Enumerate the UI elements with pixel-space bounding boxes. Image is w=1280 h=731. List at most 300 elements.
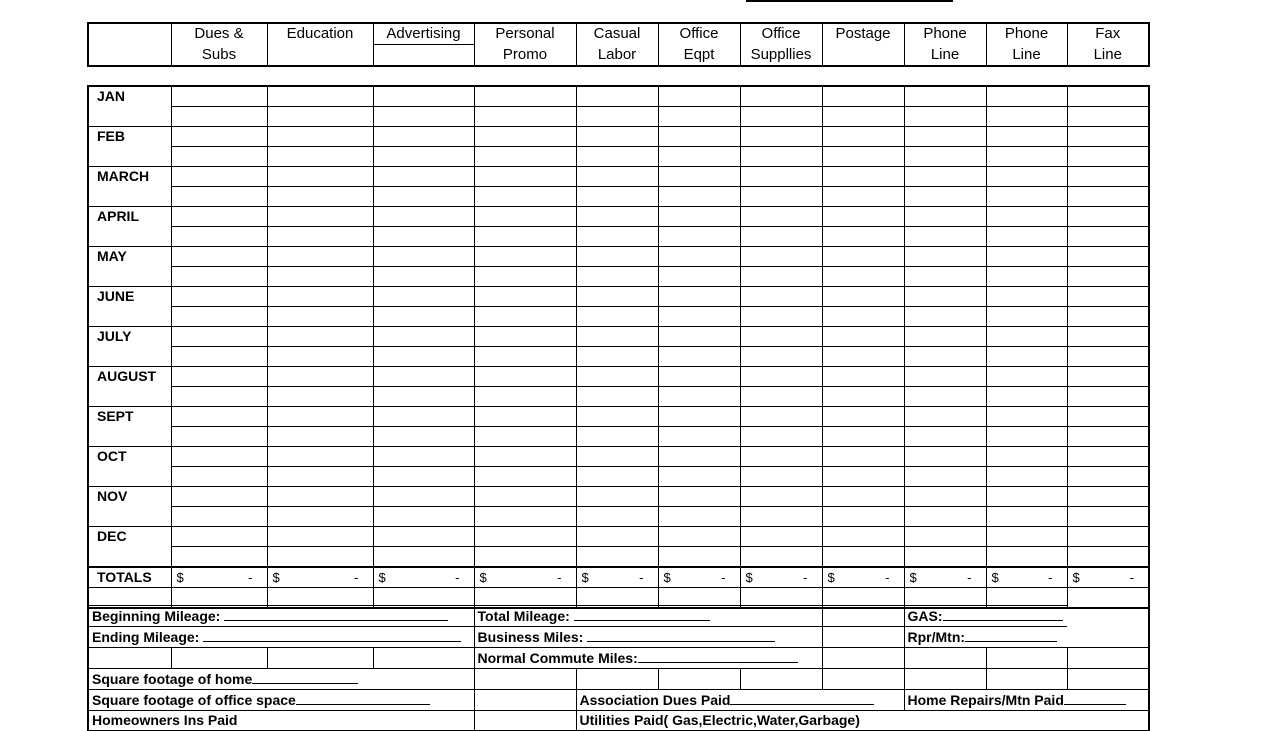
expense-cell[interactable] <box>576 367 658 387</box>
expense-cell[interactable] <box>1067 407 1149 427</box>
expense-cell[interactable] <box>373 367 474 387</box>
expense-cell[interactable] <box>904 427 986 447</box>
expense-cell[interactable] <box>740 407 822 427</box>
expense-cell[interactable] <box>171 527 267 547</box>
expense-cell[interactable] <box>267 507 373 527</box>
expense-cell[interactable] <box>986 327 1067 347</box>
expense-cell[interactable] <box>576 207 658 227</box>
expense-cell[interactable] <box>267 447 373 467</box>
expense-cell[interactable] <box>373 467 474 487</box>
expense-cell[interactable] <box>171 86 267 107</box>
expense-cell[interactable] <box>904 347 986 367</box>
total-value: - <box>803 570 808 585</box>
expense-cell[interactable] <box>576 127 658 147</box>
expense-cell[interactable] <box>904 527 986 547</box>
expense-cell[interactable] <box>474 247 576 267</box>
expense-cell[interactable] <box>474 167 576 187</box>
expense-cell[interactable] <box>904 107 986 127</box>
expense-cell[interactable] <box>474 327 576 347</box>
expense-cell[interactable] <box>171 327 267 347</box>
expense-cell[interactable] <box>986 147 1067 167</box>
expense-cell[interactable] <box>171 167 267 187</box>
expense-cell[interactable] <box>904 547 986 568</box>
expense-cell[interactable] <box>267 227 373 247</box>
expense-cell[interactable] <box>986 387 1067 407</box>
expense-cell[interactable] <box>171 347 267 367</box>
expense-cell[interactable] <box>986 187 1067 207</box>
expense-cell[interactable] <box>171 207 267 227</box>
expense-cell[interactable] <box>904 327 986 347</box>
expense-cell[interactable] <box>822 247 904 267</box>
expense-cell[interactable] <box>171 447 267 467</box>
expense-cell[interactable] <box>1067 427 1149 447</box>
expense-cell[interactable] <box>986 527 1067 547</box>
expense-cell[interactable] <box>576 247 658 267</box>
expense-cell[interactable] <box>740 147 822 167</box>
expense-cell[interactable] <box>373 86 474 107</box>
month-label-spacer <box>88 547 171 568</box>
expense-cell[interactable] <box>373 107 474 127</box>
expense-cell[interactable] <box>474 467 576 487</box>
total-mileage-field[interactable] <box>474 606 822 627</box>
expense-cell[interactable] <box>474 447 576 467</box>
expense-cell[interactable] <box>822 427 904 447</box>
expense-cell[interactable] <box>822 527 904 547</box>
expense-cell[interactable] <box>740 187 822 207</box>
expense-cell[interactable] <box>373 547 474 568</box>
expense-cell[interactable] <box>171 367 267 387</box>
expense-cell[interactable] <box>1067 107 1149 127</box>
expense-cell[interactable] <box>658 547 740 568</box>
expense-cell[interactable] <box>1067 227 1149 247</box>
expense-cell[interactable] <box>267 407 373 427</box>
expense-cell[interactable] <box>904 147 986 167</box>
ending-mileage-field[interactable] <box>88 627 474 648</box>
expense-cell[interactable] <box>904 267 986 287</box>
expense-cell[interactable] <box>1067 507 1149 527</box>
expense-cell[interactable] <box>1067 247 1149 267</box>
expense-cell[interactable] <box>658 287 740 307</box>
blank-cell <box>904 669 986 690</box>
expense-cell[interactable] <box>822 227 904 247</box>
blank-cell <box>267 648 373 669</box>
expense-cell[interactable] <box>822 207 904 227</box>
expense-cell[interactable] <box>576 467 658 487</box>
expense-cell[interactable] <box>1067 387 1149 407</box>
expense-cell[interactable] <box>904 307 986 327</box>
expense-cell[interactable] <box>740 527 822 547</box>
gas-field[interactable] <box>904 606 1067 627</box>
expense-cell[interactable] <box>740 467 822 487</box>
expense-cell[interactable] <box>986 287 1067 307</box>
blank-cell <box>986 669 1067 690</box>
sqft-home-line[interactable] <box>252 669 358 684</box>
expense-cell[interactable] <box>267 547 373 568</box>
normal-commute-line[interactable] <box>638 648 798 663</box>
currency-symbol: $ <box>581 570 589 585</box>
expense-cell[interactable] <box>1067 86 1149 107</box>
expense-cell[interactable] <box>822 547 904 568</box>
expense-cell[interactable] <box>904 387 986 407</box>
expense-cell[interactable] <box>474 547 576 568</box>
month-label: JULY <box>88 327 171 347</box>
expense-cell[interactable] <box>171 507 267 527</box>
home-repairs-field[interactable] <box>904 690 1149 711</box>
ending-mileage-line[interactable] <box>203 627 461 642</box>
expense-cell[interactable] <box>373 407 474 427</box>
expense-cell[interactable] <box>373 387 474 407</box>
expense-cell[interactable] <box>986 487 1067 507</box>
beginning-mileage-field[interactable] <box>88 606 474 627</box>
expense-cell[interactable] <box>740 167 822 187</box>
expense-cell[interactable] <box>576 287 658 307</box>
expense-cell[interactable] <box>474 507 576 527</box>
expense-cell[interactable] <box>171 487 267 507</box>
expense-cell[interactable] <box>171 467 267 487</box>
expense-cell[interactable] <box>740 247 822 267</box>
gas-line[interactable] <box>943 606 1063 621</box>
expense-cell[interactable] <box>904 86 986 107</box>
expense-cell[interactable] <box>267 107 373 127</box>
utilities-field[interactable] <box>576 711 1149 731</box>
expense-cell[interactable] <box>1067 467 1149 487</box>
expense-cell[interactable] <box>474 347 576 367</box>
expense-cell[interactable] <box>740 387 822 407</box>
expense-cell[interactable] <box>658 207 740 227</box>
expense-cell[interactable] <box>373 127 474 147</box>
expense-cell[interactable] <box>171 407 267 427</box>
expense-cell[interactable] <box>904 167 986 187</box>
homeowners-ins-field[interactable] <box>88 711 474 731</box>
expense-cell[interactable] <box>576 147 658 167</box>
expense-cell[interactable] <box>474 227 576 247</box>
column-header: Advertising <box>373 23 474 45</box>
expense-cell[interactable] <box>658 447 740 467</box>
expense-cell[interactable] <box>658 387 740 407</box>
expense-cell[interactable] <box>171 147 267 167</box>
expense-cell[interactable] <box>267 167 373 187</box>
expense-cell[interactable] <box>740 507 822 527</box>
expense-cell[interactable] <box>1067 307 1149 327</box>
expense-cell[interactable] <box>474 387 576 407</box>
expense-cell[interactable] <box>740 427 822 447</box>
expense-cell[interactable] <box>267 187 373 207</box>
expense-cell[interactable] <box>986 307 1067 327</box>
expense-cell[interactable] <box>986 467 1067 487</box>
expense-cell[interactable] <box>904 507 986 527</box>
expense-cell[interactable] <box>904 367 986 387</box>
expense-cell[interactable] <box>658 527 740 547</box>
expense-cell[interactable] <box>986 507 1067 527</box>
expense-cell[interactable] <box>171 227 267 247</box>
expense-cell[interactable] <box>658 467 740 487</box>
expense-cell[interactable] <box>904 127 986 147</box>
expense-cell[interactable] <box>658 227 740 247</box>
expense-cell[interactable] <box>822 267 904 287</box>
expense-cell[interactable] <box>822 467 904 487</box>
expense-cell[interactable] <box>822 347 904 367</box>
expense-cell[interactable] <box>576 107 658 127</box>
expense-cell[interactable] <box>904 187 986 207</box>
expense-cell[interactable] <box>740 347 822 367</box>
expense-cell[interactable] <box>822 147 904 167</box>
expense-cell[interactable] <box>658 367 740 387</box>
expense-cell[interactable] <box>986 347 1067 367</box>
expense-cell[interactable] <box>373 347 474 367</box>
expense-cell[interactable] <box>822 387 904 407</box>
expense-cell[interactable] <box>822 507 904 527</box>
expense-cell[interactable] <box>474 207 576 227</box>
expense-cell[interactable] <box>904 407 986 427</box>
expense-cell[interactable] <box>474 86 576 107</box>
expense-cell[interactable] <box>576 427 658 447</box>
expense-cell[interactable] <box>267 247 373 267</box>
expense-cell[interactable] <box>658 267 740 287</box>
expense-cell[interactable] <box>373 447 474 467</box>
beginning-mileage-line[interactable] <box>224 606 448 621</box>
expense-cell[interactable] <box>373 287 474 307</box>
expense-cell[interactable] <box>740 227 822 247</box>
expense-cell[interactable] <box>474 427 576 447</box>
expense-cell[interactable] <box>822 487 904 507</box>
expense-cell[interactable] <box>822 407 904 427</box>
expense-cell[interactable] <box>373 187 474 207</box>
expense-cell[interactable] <box>1067 287 1149 307</box>
expense-cell[interactable] <box>576 407 658 427</box>
expense-cell[interactable] <box>904 287 986 307</box>
expense-cell[interactable] <box>1067 167 1149 187</box>
expense-cell[interactable] <box>740 447 822 467</box>
total-mileage-line[interactable] <box>574 606 710 621</box>
expense-cell[interactable] <box>822 167 904 187</box>
expense-cell[interactable] <box>171 427 267 447</box>
expense-cell[interactable] <box>822 327 904 347</box>
rpr-mtn-line[interactable] <box>965 627 1057 642</box>
expense-cell[interactable] <box>267 127 373 147</box>
expense-cell[interactable] <box>474 127 576 147</box>
expense-cell[interactable] <box>658 147 740 167</box>
expense-cell[interactable] <box>740 267 822 287</box>
expense-cell[interactable] <box>658 187 740 207</box>
expense-cell[interactable] <box>658 127 740 147</box>
expense-cell[interactable] <box>1067 527 1149 547</box>
normal-commute-field[interactable] <box>474 648 822 669</box>
expense-cell[interactable] <box>576 327 658 347</box>
expense-cell[interactable] <box>904 207 986 227</box>
home-repairs-line[interactable] <box>1064 690 1126 705</box>
expense-cell[interactable] <box>986 427 1067 447</box>
expense-cell[interactable] <box>576 187 658 207</box>
expense-cell[interactable] <box>171 187 267 207</box>
expense-cell[interactable] <box>986 267 1067 287</box>
expense-cell[interactable] <box>373 207 474 227</box>
expense-cell[interactable] <box>658 107 740 127</box>
assoc-dues-field[interactable] <box>576 690 904 711</box>
expense-cell[interactable] <box>373 147 474 167</box>
expense-cell[interactable] <box>576 387 658 407</box>
expense-cell[interactable] <box>576 227 658 247</box>
expense-cell[interactable] <box>822 127 904 147</box>
expense-cell[interactable] <box>267 527 373 547</box>
expense-cell[interactable] <box>1067 327 1149 347</box>
expense-cell[interactable] <box>373 307 474 327</box>
expense-cell[interactable] <box>740 367 822 387</box>
expense-cell[interactable] <box>986 207 1067 227</box>
expense-cell[interactable] <box>474 267 576 287</box>
expense-cell[interactable] <box>171 307 267 327</box>
expense-cell[interactable] <box>576 507 658 527</box>
expense-cell[interactable] <box>986 247 1067 267</box>
expense-cell[interactable] <box>576 307 658 327</box>
expense-cell[interactable] <box>267 307 373 327</box>
expense-cell[interactable] <box>822 187 904 207</box>
expense-cell[interactable] <box>822 367 904 387</box>
expense-cell[interactable] <box>740 207 822 227</box>
expense-cell[interactable] <box>1067 127 1149 147</box>
month-row <box>88 467 1149 487</box>
expense-cell[interactable] <box>740 287 822 307</box>
expense-cell[interactable] <box>986 447 1067 467</box>
expense-cell[interactable] <box>373 227 474 247</box>
expense-cell[interactable] <box>1067 267 1149 287</box>
expense-cell[interactable] <box>474 287 576 307</box>
expense-cell[interactable] <box>904 447 986 467</box>
expense-cell[interactable] <box>986 367 1067 387</box>
expense-cell[interactable] <box>267 147 373 167</box>
expense-cell[interactable] <box>373 527 474 547</box>
expense-cell[interactable] <box>576 547 658 568</box>
expense-cell[interactable] <box>267 487 373 507</box>
expense-cell[interactable] <box>658 247 740 267</box>
expense-cell[interactable] <box>986 547 1067 568</box>
expense-cell[interactable] <box>474 307 576 327</box>
expense-cell[interactable] <box>267 367 373 387</box>
expense-cell[interactable] <box>904 247 986 267</box>
expense-cell[interactable] <box>267 387 373 407</box>
expense-cell[interactable] <box>474 407 576 427</box>
expense-cell[interactable] <box>658 507 740 527</box>
expense-cell[interactable] <box>658 307 740 327</box>
expense-cell[interactable] <box>904 467 986 487</box>
expense-cell[interactable] <box>267 86 373 107</box>
expense-cell[interactable] <box>171 107 267 127</box>
expense-cell[interactable] <box>576 167 658 187</box>
expense-cell[interactable] <box>822 86 904 107</box>
expense-cell[interactable] <box>171 127 267 147</box>
expense-cell[interactable] <box>986 107 1067 127</box>
expense-cell[interactable] <box>740 307 822 327</box>
expense-cell[interactable] <box>658 167 740 187</box>
expense-cell[interactable] <box>740 547 822 568</box>
expense-cell[interactable] <box>267 327 373 347</box>
expense-cell[interactable] <box>1067 367 1149 387</box>
expense-cell[interactable] <box>474 147 576 167</box>
business-miles-line[interactable] <box>587 627 775 642</box>
expense-cell[interactable] <box>373 327 474 347</box>
expense-cell[interactable] <box>986 86 1067 107</box>
expense-cell[interactable] <box>986 167 1067 187</box>
expense-cell[interactable] <box>740 487 822 507</box>
expense-cell[interactable] <box>171 247 267 267</box>
expense-cell[interactable] <box>740 86 822 107</box>
expense-cell[interactable] <box>904 487 986 507</box>
rpr-mtn-field[interactable] <box>904 627 1067 648</box>
expense-cell[interactable] <box>267 347 373 367</box>
expense-cell[interactable] <box>1067 487 1149 507</box>
expense-cell[interactable] <box>658 327 740 347</box>
sqft-home-field[interactable] <box>88 669 474 690</box>
sqft-office-field[interactable] <box>88 690 474 711</box>
business-miles-field[interactable] <box>474 627 822 648</box>
expense-cell[interactable] <box>986 407 1067 427</box>
expense-cell[interactable] <box>474 367 576 387</box>
expense-cell[interactable] <box>904 227 986 247</box>
expense-cell[interactable] <box>1067 147 1149 167</box>
expense-cell[interactable] <box>267 287 373 307</box>
expense-cell[interactable] <box>267 467 373 487</box>
expense-cell[interactable] <box>171 387 267 407</box>
expense-cell[interactable] <box>474 487 576 507</box>
expense-cell[interactable] <box>740 107 822 127</box>
expense-cell[interactable] <box>658 407 740 427</box>
expense-cell[interactable] <box>474 527 576 547</box>
expense-cell[interactable] <box>373 427 474 447</box>
total-value: - <box>248 570 253 585</box>
expense-cell[interactable] <box>658 487 740 507</box>
sqft-office-line[interactable] <box>296 690 430 705</box>
expense-cell[interactable] <box>171 267 267 287</box>
expense-cell[interactable] <box>1067 207 1149 227</box>
expense-cell[interactable] <box>267 427 373 447</box>
expense-cell[interactable] <box>658 347 740 367</box>
expense-cell[interactable] <box>576 527 658 547</box>
expense-cell[interactable] <box>822 307 904 327</box>
expense-cell[interactable] <box>576 347 658 367</box>
expense-cell[interactable] <box>474 107 576 127</box>
expense-cell[interactable] <box>373 487 474 507</box>
expense-cell[interactable] <box>267 207 373 227</box>
expense-cell[interactable] <box>1067 447 1149 467</box>
expense-cell[interactable] <box>171 287 267 307</box>
expense-cell[interactable] <box>986 127 1067 147</box>
expense-cell[interactable] <box>822 107 904 127</box>
expense-cell[interactable] <box>576 267 658 287</box>
expense-cell[interactable] <box>740 327 822 347</box>
expense-cell[interactable] <box>986 227 1067 247</box>
expense-cell[interactable] <box>576 447 658 467</box>
expense-cell[interactable] <box>373 247 474 267</box>
assoc-dues-line[interactable] <box>730 690 874 705</box>
column-header: Education <box>267 23 373 45</box>
expense-cell[interactable] <box>373 167 474 187</box>
expense-cell[interactable] <box>267 267 373 287</box>
expense-cell[interactable] <box>576 487 658 507</box>
expense-cell[interactable] <box>658 86 740 107</box>
expense-cell[interactable] <box>373 267 474 287</box>
expense-cell[interactable] <box>658 427 740 447</box>
expense-cell[interactable] <box>822 447 904 467</box>
expense-cell[interactable] <box>740 127 822 147</box>
footer-row <box>88 711 1149 731</box>
expense-cell[interactable] <box>1067 187 1149 207</box>
expense-cell[interactable] <box>1067 347 1149 367</box>
expense-cell[interactable] <box>822 287 904 307</box>
expense-cell[interactable] <box>1067 547 1149 568</box>
expense-cell[interactable] <box>373 507 474 527</box>
expense-cell[interactable] <box>576 86 658 107</box>
expense-cell[interactable] <box>474 187 576 207</box>
expense-cell[interactable] <box>171 547 267 568</box>
